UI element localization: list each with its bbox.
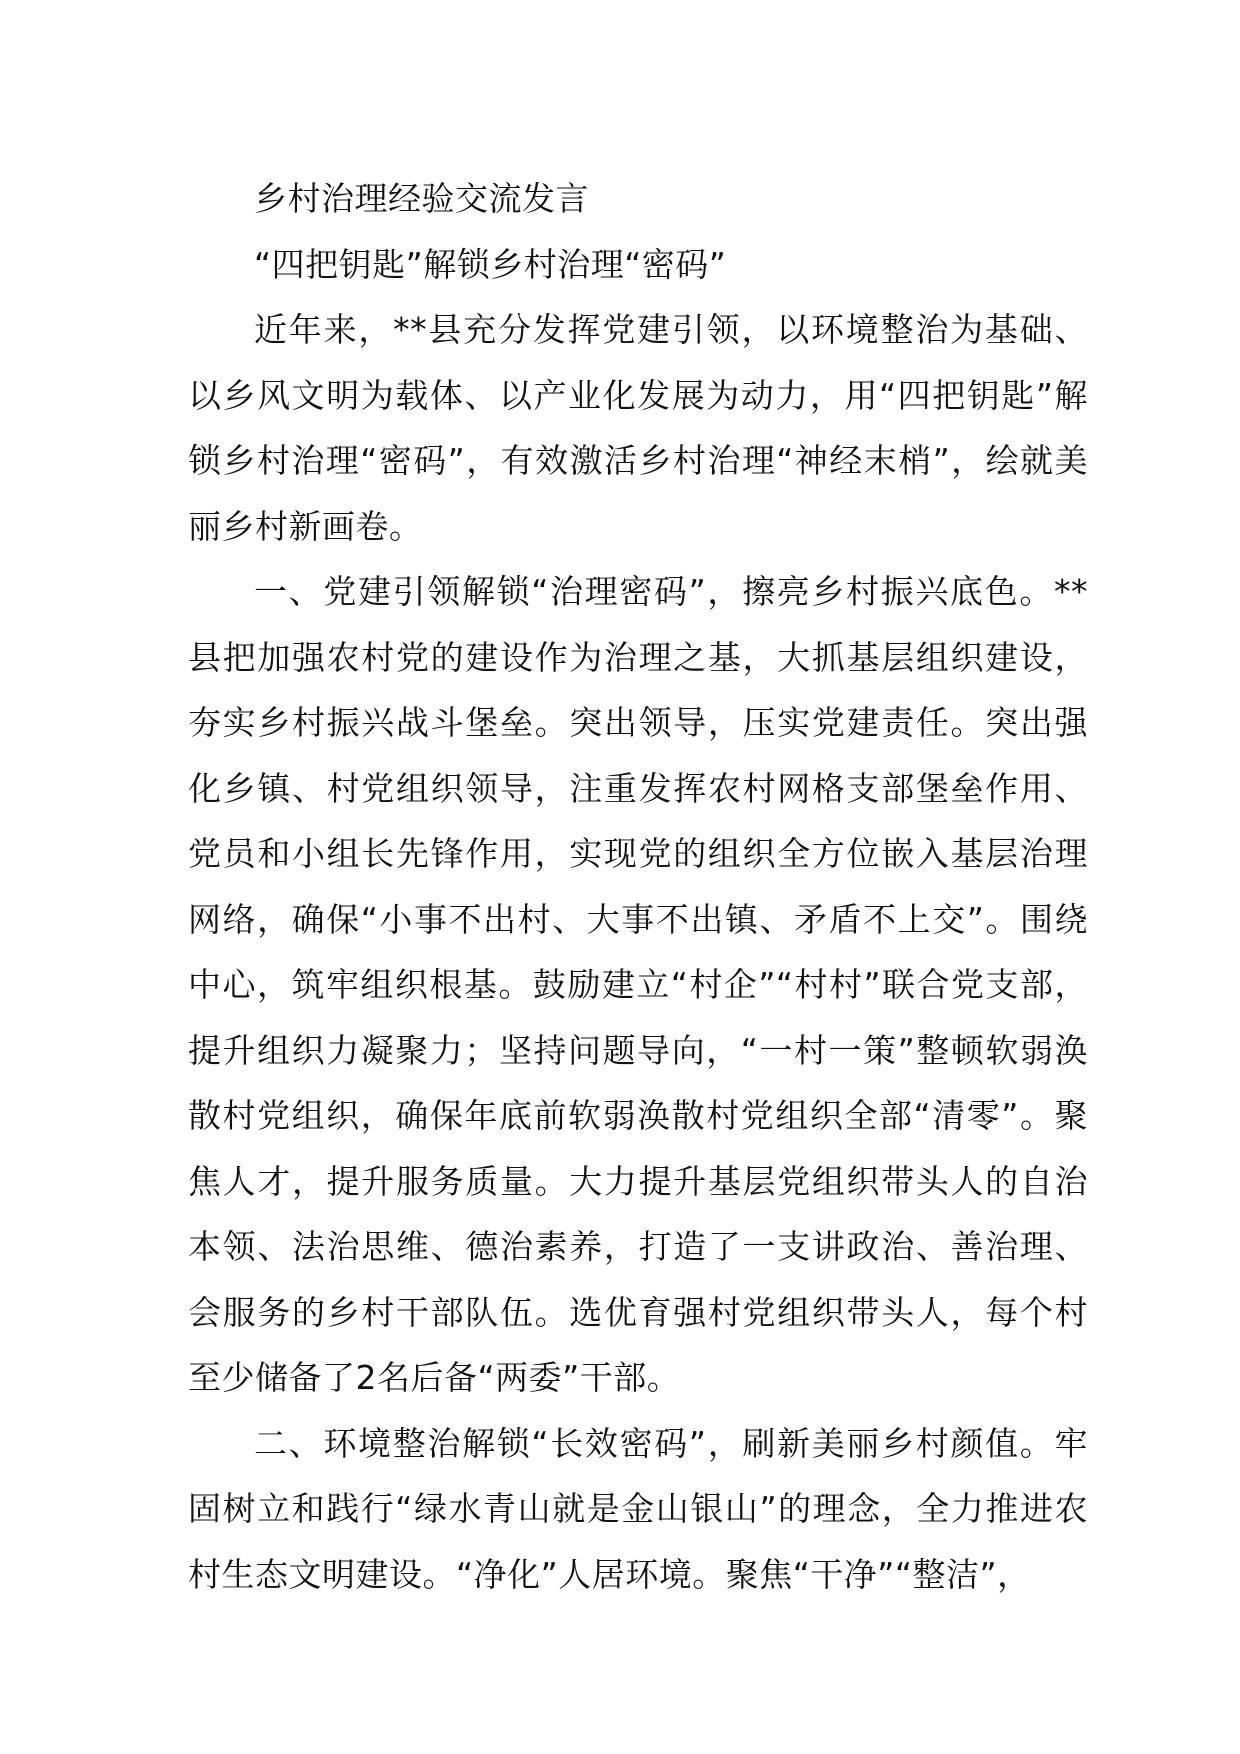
paragraph-section-two: 二、环境整治解锁“长效密码”，刷新美丽乡村颜值。牢固树立和践行“绿水青山就是金山银山”的理念，全力推进农村生态文明建设。“净化”人居环境。聚焦“干净”“整洁”，: [188, 1423, 1088, 1594]
document-subtitle: “四把钥匙”解锁乡村治理“密码”: [254, 244, 727, 284]
paragraph-intro: 近年来，**县充分发挥党建引领，以环境整治为基础、以乡风文明为载体、以产业化发展为动力，用“四把钥匙”解锁乡村治理“密码”，有效激活乡村治理“神经末梢”，绘就美丽乡村新画卷。: [188, 310, 1088, 546]
document-body: [188, 166, 1088, 1607]
paragraph-section-one: 一、党建引领解锁“治理密码”，擦亮乡村振兴底色。**县把加强农村党的建设作为治理之基，大抓基层组织建设，夯实乡村振兴战斗堡垒。突出领导，压实党建责任。突出强化乡镇、村党组织领导，注重发挥农村网格支部堡垒作用、党员和小组长先锋作用，实现党的组织全方位嵌入基层治理网络，确保“小事不出村、大事不出镇、矛盾不上交”。围绕中心，筑牢组织根基。鼓励建立“村企”“村村”联合党支部，提升组织力凝聚力；坚持问题导向，“一村一策”整顿软弱涣散村党组织，确保年底前软弱涣散村党组织全部“清零”。聚焦人才，提升服务质量。大力提升基层党组织带头人的自治本领、法治思维、德治素养，打造了一支讲政治、善治理、会服务的乡村干部队伍。选优育强村党组织带头人，每个村至少储备了2名后备“两委”干部。: [188, 572, 1088, 1397]
document-title: 乡村治理经验交流发言: [254, 179, 589, 218]
